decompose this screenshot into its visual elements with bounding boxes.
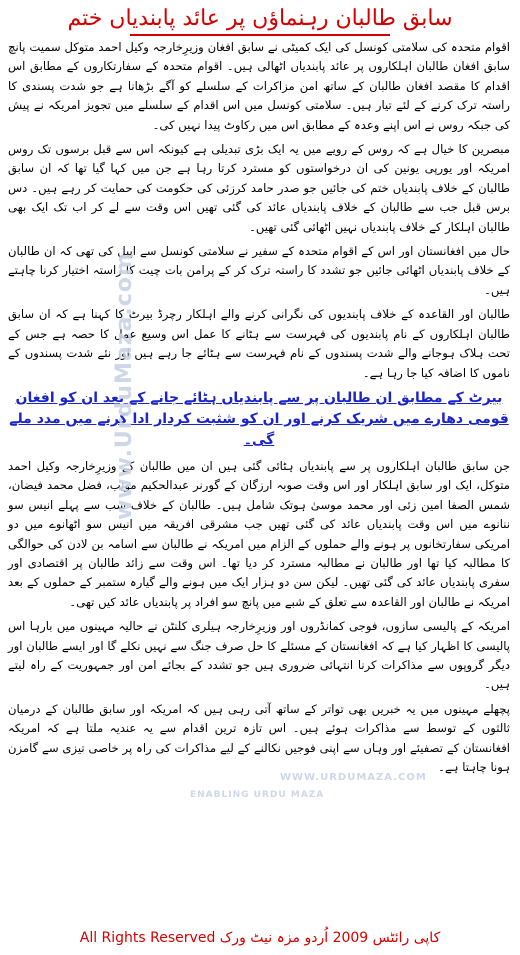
paragraph-4: طالبان اور القاعدہ کے خلاف پابندیوں کی نگرانی کرنے والے اہلکار رچرڈ بیرٹ کا کہنا ہے کہ ان سابق طالبان اہلکاروں کے نام پابندیوں کی فہرست سے ہٹانے کا عمل اس وسیع عمل کا حصہ ہے جس کے تحت ہلاک ہوجانے والے شدت پسندوں کے نام فہرست سے ہٹائے جا رہے ہیں اور نئے شدت پسندوں کے ناموں کا اضافہ کیا جا رہا ہے۔ bbox=[8, 307, 510, 380]
paragraph-6: امریکہ کے پالیسی سازوں، فوجی کمانڈروں اور وزیرِخارجہ ہیلری کلنٹن نے حالیہ مہینوں میں بارہا اس پالیسی کا اظہار کیا ہے کہ افغانستان کے مسئلے کا حل صرف جنگ سے نہیں نکلے گا اور ایسے طالبان اور دیگر گروپوں سے مذاکرات کرنا انتہائی ضروری ہیں جو تشدد کے بجائے امن اور جمہوریت کے راہ لیتے ہیں۔ bbox=[8, 619, 510, 692]
highlight-quote: بیرٹ کے مطابق ان طالبان پر سے پابندیاں ہٹائے جانے کے بعد ان کو افغان قومی دھارے میں شریک کرنے اور ان کو شثبت کردار ادا کرنے میں مدد ملے گی۔ bbox=[9, 389, 509, 448]
page-title: سابق طالبان رہنماؤں پر عائد پابندیاں ختم bbox=[67, 6, 453, 31]
paragraph-1: اقوام متحدہ کی سلامتی کونسل کی ایک کمیٹی نے سابق افغان وزیرِخارجہ وکیل احمد متوکل سمیت پانچ سابق افغان طالبان اہلکاروں پر عائد پابندیاں اٹھالی ہیں۔ اقوام متحدہ کے سفارتکاروں کے مطابق اس اقدام کا مقصد افغان طالبان کے ساتھ امن مزاکرات کے سلسلے کو آگے بڑھانا ہے جو شدت پسندی کا راستہ ترک کرنے کے لئے تیار ہیں۔ سلامتی کونسل میں اس اقدام کے سلسلے میں تجویز امریکہ نے پیش کی جبکہ روس نے اس اپنے وعدہ کے مطابق اس میں رکاوٹ پیدا نہیں کی۔ bbox=[8, 40, 510, 132]
watermark-center: WWW.URDUMAZA.COM bbox=[280, 772, 427, 783]
watermark-vertical: www.UrduMaza.com bbox=[112, 252, 137, 520]
paragraph-5: جن سابق طالبان اہلکاروں پر سے پابندیاں ہٹائی گئی ہیں ان میں طالبان کے وزیرِخارجہ وکیل احمد متوکل، ایک اور سابق اہلکار اور اس وقت صوبہ ارزگان کے گورنر عبدالحکیم مونِب، فضل محمد فیضان، شمس الصفا امین زئی اور محمد موسیٰ ہوتک شامل ہیں۔ طالبان کے خلاف سب سے پہلے انیس سو ننانوے میں اس وقت پابندیاں عائد کی گئی تھیں جب مشرقی افریقہ میں انیس سو اٹھانوے میں دو امریکی سفارتخانوں پر ہونے والے حملوں کے الزام میں امریکہ نے طالبان سے اسامہ بن لادن کی حوالگی کا مطالبہ کیا تھا اور طالبان نے مطالبہ مسترد کر دیا تھا۔ اس وقت سے زائد طالبان پر اقتصادی اور سفری پابندیاں عائد کی گئی تھیں۔ لیکن سن دو ہزار ایک میں ہونے والے گیارہ ستمبر کے حملوں کے بعد امریکہ نے طالبان اور القاعدہ سے تعلق کے شبے میں پانچ سو افراد پر پابندیاں عائد کیں تھی۔ bbox=[8, 458, 510, 609]
paragraph-3: حال میں افغانستان اور اس کے اقوام متحدہ کے سفیر نے سلامتی کونسل سے اپیل کی تھی کہ ان طالبان کے خلاف پابندیاں اٹھائی جائیں جو تشدد کا راستہ ترک کر کے پرامن بات چیت کا راستہ اختیار کرنا چاہتے ہیں۔ bbox=[8, 244, 510, 297]
title-underline bbox=[130, 34, 390, 36]
article-body bbox=[8, 38, 510, 782]
paragraph-7: پچھلے مہینوں میں یہ خبریں بھی تواتر کے ساتھ آتی رہی ہیں کہ امریکہ اور سابق طالبان کے درمیان ثالثوں کے توسط سے مذاکرات ہوئے ہیں۔ اس تازہ ترین اقدام سے یہ عندیہ ملتا ہے کہ امریکہ افغانستان کے تصفیئے اور وہاں سے اپنی فوجیں نکالنے کے لیے مذاکرات کی راہ پر خاصی تیزی سے گامزن ہونا چاہتا ہے۔ bbox=[8, 701, 510, 774]
watermark-tagline: ENABLING URDU MAZA bbox=[190, 790, 325, 800]
copyright-footer: کاپی رائٹس 2009 اُردو مزہ نیٹ ورک All Rights Reserved bbox=[79, 930, 441, 946]
paragraph-2: مبصرین کا خیال ہے کہ روس کے رویے میں یہ ایک بڑی تبدیلی ہے کیونکہ اس سے قبل برسوں تک روس امریکہ اور یورپی یونین کی ان درخواستوں کو مسترد کرتا رہا ہے جن میں کہا گیا تھا کہ ان سابق طالبان کے خلاف پابندیاں ختم کی جائیں جو صدر حامد کرزئی کی حکومت کی حمایت کر رہے ہیں۔ دس برس قبل جب سے طالبان کے خلاف پابندیاں عائد کی گئی تھیں اس وقت سے لے کر اب تک ایک بھی طالبان اہلکار کے خلاف پابندیاں نہیں اٹھائی گئی تھیں۔ bbox=[8, 142, 510, 234]
